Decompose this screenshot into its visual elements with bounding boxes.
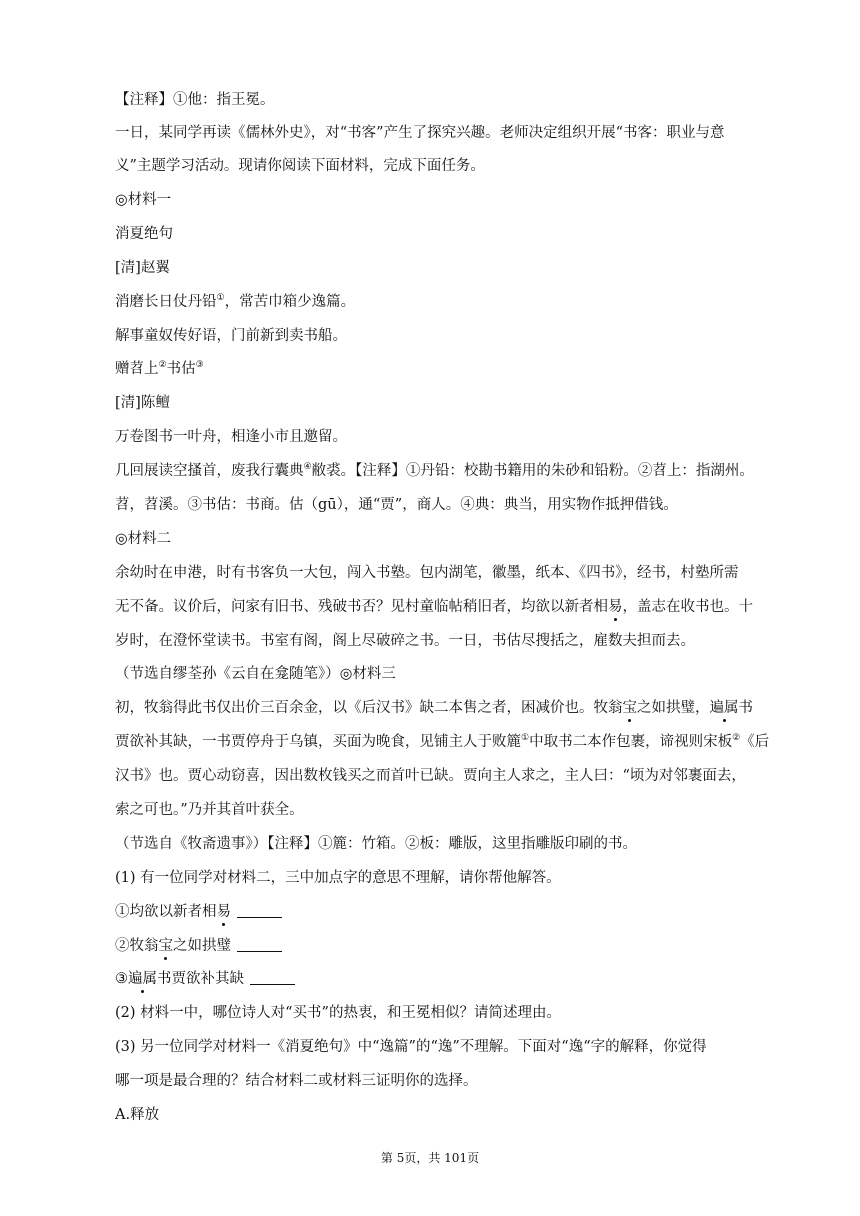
poem-1-line-2: 解事童奴传好语，门前新到卖书船。 <box>115 328 347 344</box>
material-2-heading: ◎材料二 <box>115 531 172 547</box>
material-2-line-1: 余幼时在申港，时有书客负一大包，闯入书塾。包内湖笔，徽墨，纸本、《四书》，经书，村塾所需 <box>115 565 739 581</box>
poem-2-line-1: 万卷图书一叶舟，相逢小市且邀留。 <box>115 429 347 445</box>
poem-1-author: [清]赵翼 <box>115 260 170 276</box>
intro-line-1: 一日，某同学再读《儒林外史》，对“书客”产生了探究兴趣。老师决定组织开展“书客：职业与意 <box>115 125 725 141</box>
answer-blank <box>237 937 282 952</box>
option-a: A.释放 <box>115 1107 160 1123</box>
annotation-line: 【注释】①他：指王冕。 <box>115 92 275 108</box>
intro-line-2: 义”主题学习活动。现请你阅读下面材料，完成下面任务。 <box>115 158 485 174</box>
poem-2-author: [清]陈鳣 <box>115 395 170 411</box>
question-3-line-2: 哪一项是最合理的？结合材料二或材料三证明你的选择。 <box>115 1073 478 1089</box>
question-1-item-2: ②牧翁宝之如拱璧 <box>115 936 780 956</box>
notes-line: 苕，苕溪。③书估：书商。估（gū），通“贾”，商人。④典：典当，用实物作抵押借钱。 <box>115 497 678 513</box>
material-3-line-1: 初，牧翁得此书仅出价三百余金，以《后汉书》缺二本售之者，困减价也。牧翁宝之如拱璧，遍属书 <box>115 700 753 716</box>
poem-2-title: 赠苕上②书估③ <box>115 360 204 377</box>
poem-1-title: 消夏绝句 <box>115 226 173 242</box>
material-3-line-3: 汉书》也。贾心动窃喜，因出数枚钱买之而首叶已缺。贾向主人求之，主人曰：“顷为对邻裹面去， <box>115 768 746 784</box>
answer-blank <box>237 903 282 918</box>
question-1-item-1: ①均欲以新者相易 <box>115 902 780 922</box>
material-2-line-3: 岁时，在澄怀堂读书。书室有阁，阁上尽破碎之书。一日，书估尽搜括之，雇数夫担而去。 <box>115 633 695 649</box>
question-3-line-1: (3) 另一位同学对材料一《消夏绝句》中“逸篇”的“逸”不理解。下面对“逸“字的解释，你觉得 <box>115 1039 707 1055</box>
question-1: (1) 有一位同学对材料二，三中加点字的意思不理解，请你帮他解答。 <box>115 870 561 886</box>
question-1-item-3: ③遍属书贾欲补其缺 <box>115 969 780 989</box>
page-footer: 第 5页，共 101页 <box>380 1151 480 1165</box>
material-3-source: （节选自《牧斋遗事》）【注释】①簏：竹箱。②板：雕版，这里指雕版印刷的书。 <box>115 836 637 852</box>
answer-blank <box>250 970 295 985</box>
material-2-line-2: 无不备。议价后，问家有旧书、残破书否？见村童临帖稍旧者，均欲以新者相易，盖志在收书也。十 <box>115 599 753 615</box>
material-3-line-4: 索之可也。”乃并其首叶获全。 <box>115 802 304 818</box>
material-3-line-2: 贾欲补其缺，一书贾停舟于乌镇，买面为晚食，见铺主人于败簏①中取书二本作包裹，谛视则宋板②《后 <box>115 733 770 750</box>
material-1-heading: ◎材料一 <box>115 192 172 208</box>
question-2: (2) 材料一中，哪位诗人对“买书”的热衷，和王冕相似？请简述理由。 <box>115 1005 561 1021</box>
material-2-source: （节选自缪荃孙《云自在龛随笔》）◎材料三 <box>115 666 396 682</box>
poem-2-line-2: 几回展读空搔首，废我行囊典④敝裘。【注释】①丹铅：校勘书籍用的朱砂和铅粉。②苕上：指湖州。 <box>115 462 754 479</box>
poem-1-line-1: 消磨长日仗丹铅①，常苦巾箱少逸篇。 <box>115 293 356 310</box>
